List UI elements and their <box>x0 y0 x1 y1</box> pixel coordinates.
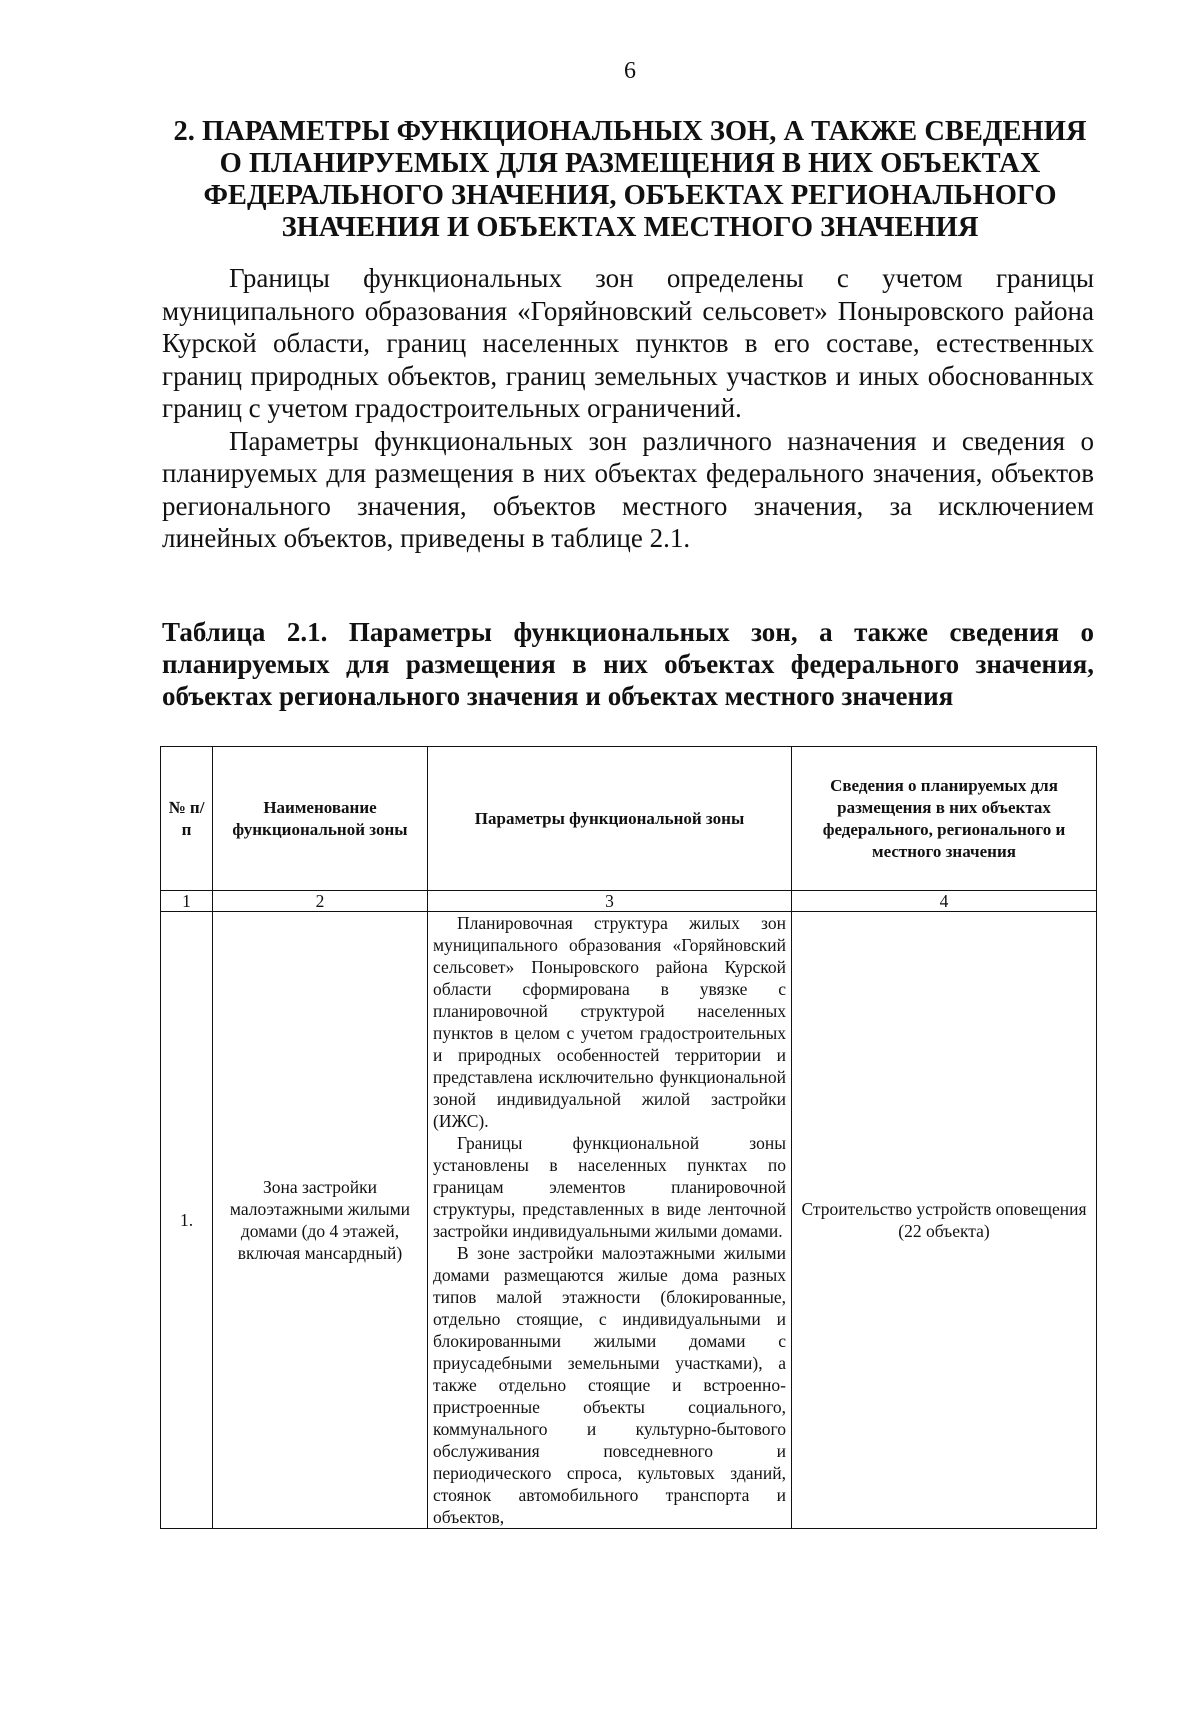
header-planned-objects: Сведения о планируемых для размещения в них объектах федерального, регионального и местного значения <box>792 747 1097 891</box>
paragraph-borders: Границы функциональных зон определены с учетом границы муниципального образования «Горяйновский сельсовет» Поныровского района Курской области, границ населенных пунктов в его составе, естественных границ природных объектов, границ земельных участков и иных обоснованных границ с учетом градостроительных ограничений. <box>162 263 1094 423</box>
column-number: 2 <box>213 891 428 912</box>
column-number: 3 <box>428 891 792 912</box>
zones-table <box>160 746 1097 1529</box>
heading-line: ФЕДЕРАЛЬНОГО ЗНАЧЕНИЯ, ОБЪЕКТАХ РЕГИОНАЛЬНОГО <box>203 180 1057 211</box>
page-number: 6 <box>624 58 636 84</box>
paragraph-parameters: Параметры функциональных зон различного назначения и сведения о планируемых для размещения в них объектах федерального значения, объектов регионального значения, объектов местного значения, за исключением линейных объектов, приведены в таблице 2.1. <box>162 425 1094 553</box>
row-number: 1. <box>161 912 213 1529</box>
zone-params <box>428 912 792 1529</box>
heading-line: О ПЛАНИРУЕМЫХ ДЛЯ РАЗМЕЩЕНИЯ В НИХ ОБЪЕКТАХ <box>219 148 1041 179</box>
body-text <box>162 262 1094 555</box>
header-zone-name: Наименование функциональной зоны <box>213 747 428 891</box>
params-paragraph: Планировочная структура жилых зон муниципального образования «Горяйновский сельсовет» Поныровского района Курской области сформирована в увязке с планировочной структурой населенных пунктов в целом с учетом градостроительных и природных особенностей территории и представлена исключительно функциональной зоной индивидуальной жилой застройки (ИЖС). <box>433 913 786 1131</box>
table-row <box>161 912 1097 1529</box>
heading-line: 2. ПАРАМЕТРЫ ФУНКЦИОНАЛЬНЫХ ЗОН, А ТАКЖЕ СВЕДЕНИЯ <box>173 116 1087 147</box>
column-number: 4 <box>792 891 1097 912</box>
table-header-row <box>161 747 1097 891</box>
zone-name: Зона застройки малоэтажными жилыми домами (до 4 этажей, включая мансардный) <box>213 912 428 1529</box>
planned-objects: Строительство устройств оповещения (22 объекта) <box>792 912 1097 1529</box>
params-paragraph: Границы функциональной зоны установлены в населенных пунктах по границам элементов планировочной структуры, представленных в виде ленточной застройки индивидуальными жилыми домами. <box>433 1133 786 1241</box>
heading-line: ЗНАЧЕНИЯ И ОБЪЕКТАХ МЕСТНОГО ЗНАЧЕНИЯ <box>281 212 979 243</box>
column-number-row <box>161 891 1097 912</box>
params-paragraph: В зоне застройки малоэтажными жилыми домами размещаются жилые дома разных типов малой этажности (блокированные, отдельно стоящие, с индивидуальными и блокированными жилыми домами с приусадебными земельными участками), а также отдельно стоящие и встроенно-пристроенные объекты социального, коммунального и культурно-бытового обслуживания повседневного и периодического спроса, культовых зданий, стоянок автомобильного транспорта и объектов, <box>433 1243 786 1527</box>
header-number: № п/п <box>161 747 213 891</box>
header-params: Параметры функциональной зоны <box>428 747 792 891</box>
table-caption: Таблица 2.1. Параметры функциональных зон, а также сведения о планируемых для размещения в них объектах федерального значения, объектах регионального значения и объектах местного значения <box>162 617 1094 711</box>
column-number: 1 <box>161 891 213 912</box>
section-heading <box>150 116 1110 244</box>
